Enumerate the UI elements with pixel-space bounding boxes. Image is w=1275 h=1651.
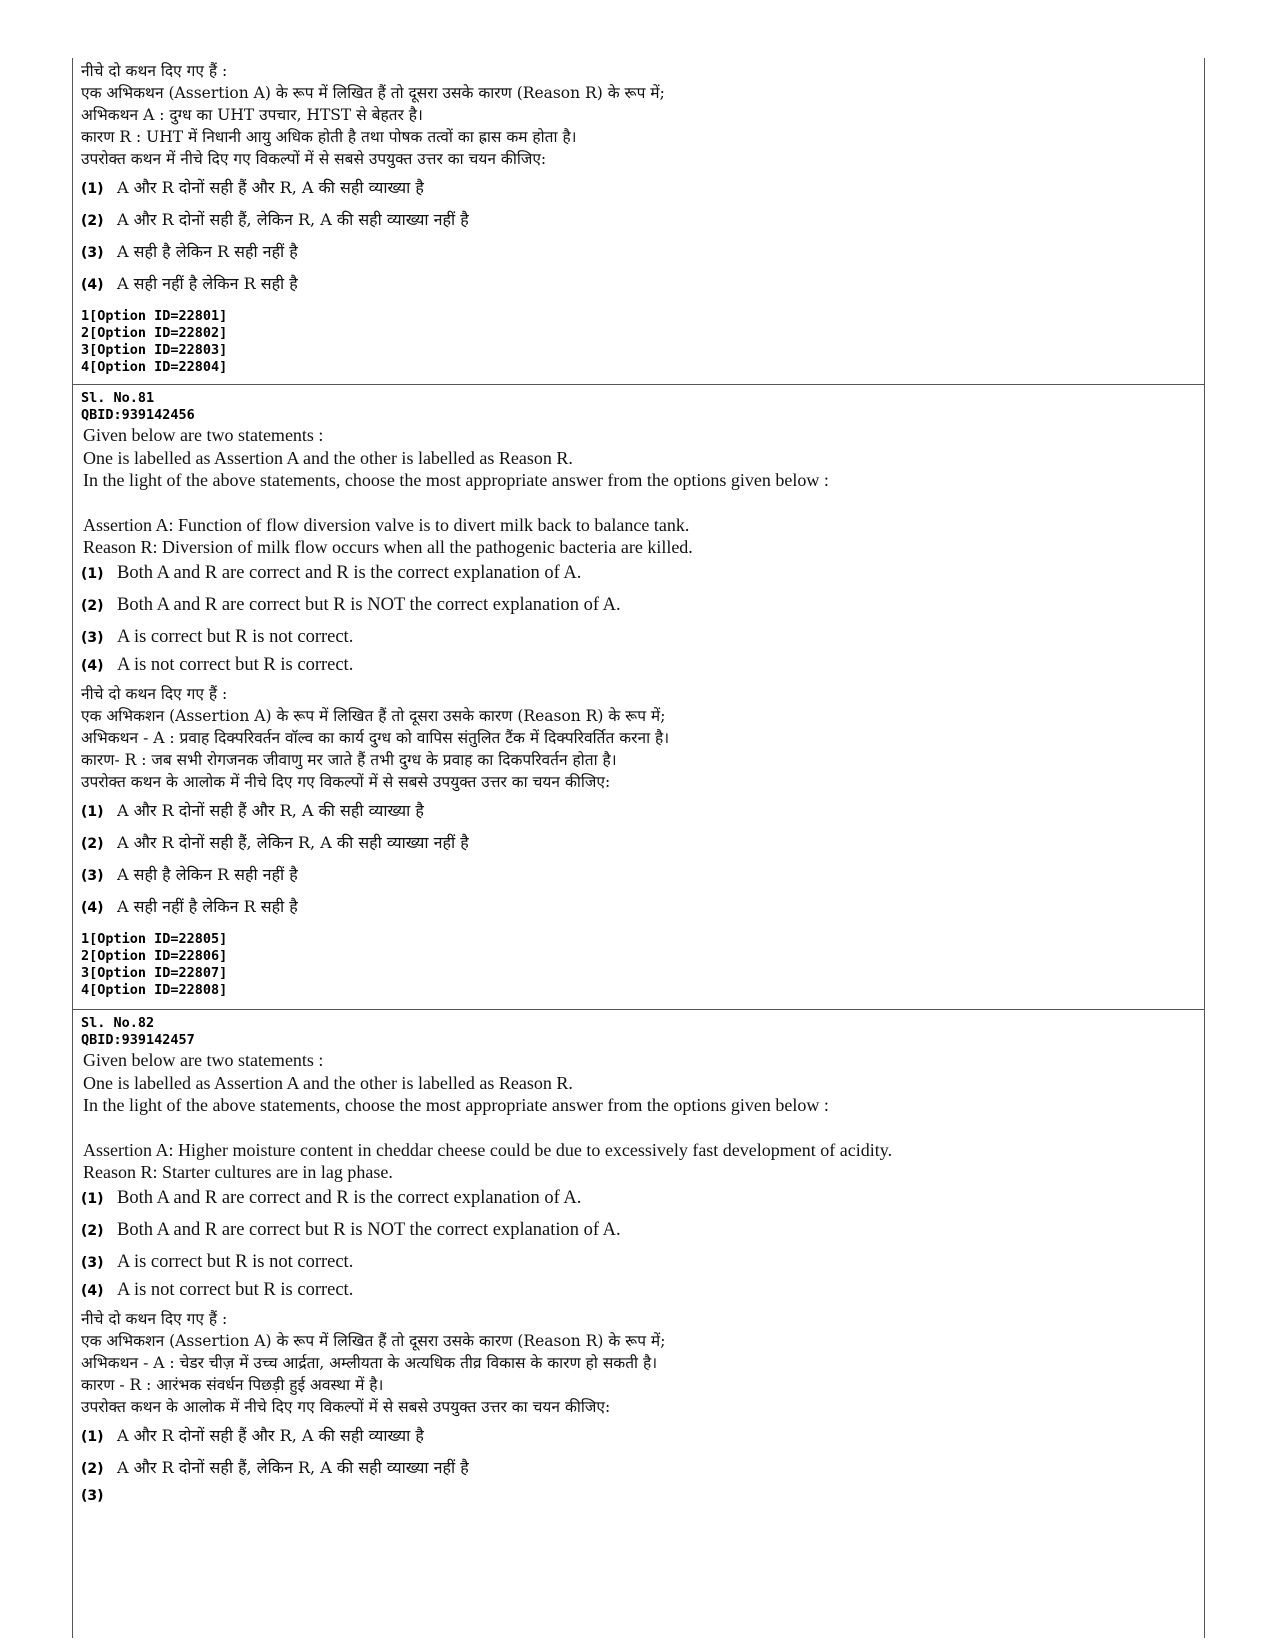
- question-paper-page: [72, 58, 1205, 1638]
- intro-line: Given below are two statements :: [83, 425, 324, 445]
- intro-line: One is labelled as Assertion A and the other is labelled as Reason R.: [83, 447, 573, 468]
- option-id-list: [81, 931, 1196, 999]
- option-row: (4) A सही नहीं है लेकिन R सही है: [81, 274, 298, 293]
- hindi-line: कारण- R : जब सभी रोगजनक जीवाणु मर जाते हैं तभी दुग्ध के प्रवाह का दिकपरिवर्तन होता है।: [81, 750, 617, 769]
- option-row: (3) A is correct but R is not correct.: [81, 626, 354, 647]
- option-row: (2) A और R दोनों सही हैं, लेकिन R, A की सही व्याख्या नहीं है: [81, 832, 469, 852]
- hindi-line: अभिकथन A : दुग्ध का UHT उपचार, HTST से बेहतर है।: [81, 106, 423, 124]
- option-row: (1) Both A and R are correct and R is the correct explanation of A.: [81, 1187, 582, 1208]
- option-row: (4) A is not correct but R is correct.: [81, 1279, 354, 1300]
- option-row: (1) A और R दोनों सही हैं और R, A की सही व्याख्या है: [81, 800, 424, 820]
- hindi-statement: [81, 683, 1196, 793]
- assertion: Assertion A: Higher moisture content in cheddar cheese could be due to excessively fast development of acidity.: [83, 1139, 893, 1160]
- option-row: (3): [81, 1487, 104, 1504]
- option-row: (3) A सही है लेकिन R सही नहीं है: [81, 864, 298, 884]
- option-row: (2) A और R दोनों सही हैं, लेकिन R, A की सही व्याख्या नहीं है: [81, 210, 469, 229]
- hindi-line: एक अभिकशन (Assertion A) के रूप में लिखित हैं तो दूसरा उसके कारण (Reason R) के रूप में;: [81, 1331, 666, 1350]
- option-row: (2) Both A and R are correct but R is NOT the correct explanation of A.: [81, 594, 621, 615]
- hindi-line: नीचे दो कथन दिए गए हैं :: [81, 62, 228, 80]
- hindi-line: नीचे दो कथन दिए गए हैं :: [81, 1309, 228, 1328]
- intro-line: In the light of the above statements, choose the most appropriate answer from the options given below :: [83, 1095, 829, 1115]
- serial-number: Sl. No.82: [81, 1015, 155, 1031]
- serial-number: Sl. No.81: [81, 390, 155, 406]
- option-row: (4) A is not correct but R is correct.: [81, 654, 354, 675]
- hindi-statement: [81, 58, 1196, 170]
- option-id: 4[Option ID=22808]: [81, 981, 228, 998]
- qbid: QBID:939142457: [81, 1032, 195, 1048]
- option-id: 1[Option ID=22805]: [81, 930, 228, 947]
- option-id: 1[Option ID=22801]: [81, 308, 228, 324]
- hindi-line: उपरोक्त कथन में नीचे दिए गए विकल्पों में से सबसे उपयुक्त उत्तर का चयन कीजिए:: [81, 150, 547, 168]
- hindi-statement: [81, 1308, 1196, 1418]
- option-row: (3) A is correct but R is not correct.: [81, 1251, 354, 1272]
- option-row: (1) Both A and R are correct and R is the correct explanation of A.: [81, 562, 582, 583]
- option-id: 3[Option ID=22807]: [81, 964, 228, 981]
- option-id: 4[Option ID=22804]: [81, 359, 228, 375]
- hindi-line: अभिकथन - A : चेडर चीज़ में उच्च आर्द्रता, अम्लीयता के अत्यधिक तीव्र विकास के कारण हो सकती है।: [81, 1353, 658, 1372]
- option-row: (4) A सही नहीं है लेकिन R सही है: [81, 896, 298, 916]
- hindi-line: अभिकथन - A : प्रवाह दिक्परिवर्तन वॉल्व का कार्य दुग्ध को वापिस संतुलित टैंक में दिक्परिवर्तित करना है।: [81, 728, 670, 747]
- option-row: (2) A और R दोनों सही हैं, लेकिन R, A की सही व्याख्या नहीं है: [81, 1457, 469, 1477]
- option-row: (2) Both A and R are correct but R is NOT the correct explanation of A.: [81, 1219, 621, 1240]
- option-id: 2[Option ID=22802]: [81, 325, 228, 341]
- reason: Reason R: Starter cultures are in lag phase.: [83, 1162, 393, 1182]
- question-80-tail: [73, 58, 1204, 384]
- intro-line: In the light of the above statements, choose the most appropriate answer from the options given below :: [83, 470, 829, 490]
- option-row: (1) A और R दोनों सही हैं और R, A की सही व्याख्या है: [81, 1425, 424, 1445]
- option-id: 3[Option ID=22803]: [81, 342, 228, 358]
- assertion: Assertion A: Function of flow diversion valve is to divert milk back to balance tank.: [83, 514, 690, 535]
- hindi-line: एक अभिकशन (Assertion A) के रूप में लिखित हैं तो दूसरा उसके कारण (Reason R) के रूप में;: [81, 706, 666, 725]
- option-id-list: [81, 308, 1196, 376]
- hindi-line: उपरोक्त कथन के आलोक में नीचे दिए गए विकल्पों में से सबसे उपयुक्त उत्तर का चयन कीजिए:: [81, 772, 611, 791]
- option-row: (1) A और R दोनों सही हैं और R, A की सही व्याख्या है: [81, 178, 424, 197]
- hindi-line: एक अभिकथन (Assertion A) के रूप में लिखित हैं तो दूसरा उसके कारण (Reason R) के रूप में;: [81, 84, 665, 102]
- hindi-line: नीचे दो कथन दिए गए हैं :: [81, 684, 228, 703]
- question-81: [73, 384, 1204, 1009]
- hindi-line: उपरोक्त कथन के आलोक में नीचे दिए गए विकल्पों में से सबसे उपयुक्त उत्तर का चयन कीजिए:: [81, 1397, 611, 1416]
- question-intro: [81, 424, 1196, 559]
- hindi-line: कारण R : UHT में निधानी आयु अधिक होती है तथा पोषक तत्वों का ह्रास कम होता है।: [81, 128, 577, 146]
- question-82: [73, 1009, 1204, 1629]
- reason: Reason R: Diversion of milk flow occurs when all the pathogenic bacteria are killed.: [83, 537, 693, 557]
- intro-line: One is labelled as Assertion A and the other is labelled as Reason R.: [83, 1072, 573, 1093]
- option-row: (3) A सही है लेकिन R सही नहीं है: [81, 242, 298, 261]
- hindi-line: कारण - R : आरंभक संवर्धन पिछड़ी हुई अवस्था में है।: [81, 1375, 384, 1394]
- intro-line: Given below are two statements :: [83, 1050, 324, 1070]
- option-id: 2[Option ID=22806]: [81, 947, 228, 964]
- qbid: QBID:939142456: [81, 407, 195, 423]
- question-intro: [81, 1049, 1196, 1184]
